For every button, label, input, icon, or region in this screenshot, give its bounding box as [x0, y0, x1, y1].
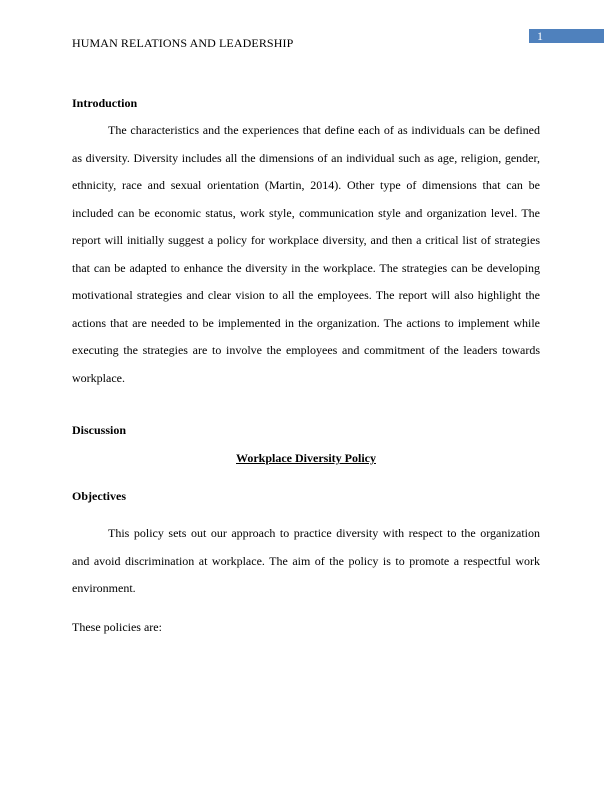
discussion-heading: Discussion	[72, 423, 127, 437]
introduction-paragraph: The characteristics and the experiences that define each of as individuals can be defined as diversity. Diversity includes all the dimensions of an individual such as age, religion, gender, ethnicity, race and sexual orientation (Martin, 2014). Other type of dimensions that can be included can be economic status, work style, communication style and organization level. The report will initially suggest a policy for workplace diversity, and then a critical list of strategies that can be adapted to enhance the diversity in the workplace. The strategies can be developing motivational strategies and clear vision to all the employees. The report will also highlight the actions that are needed to be implemented in the organization. The actions to implement while executing the strategies are to involve the employees and commitment of the leaders towards workplace.	[72, 123, 540, 385]
page-number-box	[529, 29, 604, 43]
page-number: 1	[537, 29, 543, 43]
policy-title: Workplace Diversity Policy	[236, 451, 376, 465]
objectives-paragraph: This policy sets out our approach to practice diversity with respect to the organization and avoid discrimination at workplace. The aim of the policy is to promote a respectful work environment.	[72, 526, 540, 595]
policies-intro: These policies are:	[72, 620, 162, 634]
introduction-heading: Introduction	[72, 96, 138, 110]
running-head: HUMAN RELATIONS AND LEADERSHIP	[72, 36, 294, 50]
objectives-heading: Objectives	[72, 489, 126, 503]
